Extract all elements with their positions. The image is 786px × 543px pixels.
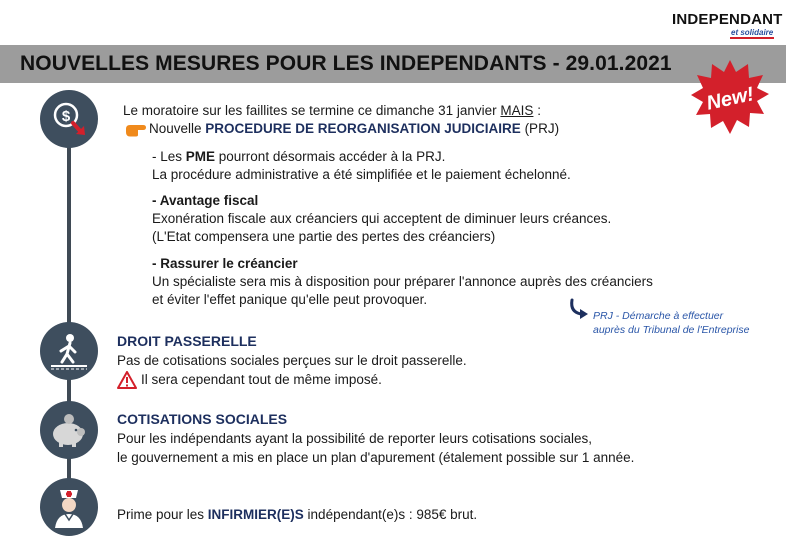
moratorium-colon: : — [533, 103, 541, 118]
pointing-hand-icon — [125, 121, 147, 142]
fiscal-line2: (L'Etat compensera une partie des pertes des créanciers) — [152, 229, 496, 244]
moratorium-line — [123, 101, 541, 120]
droit-passerelle-line2: Il sera cependant tout de même imposé. — [141, 372, 382, 387]
brand-logo-subtitle: et solidaire — [731, 28, 774, 37]
brand-logo: INDEPENDANT — [672, 11, 783, 28]
fiscal-line1: Exonération fiscale aux créanciers qui acceptent de diminuer leurs créances. — [152, 211, 612, 226]
svg-text:$: $ — [61, 108, 71, 125]
warning-icon — [117, 371, 137, 394]
pme-detail: La procédure administrative a été simplifiée et le paiement échelonné. — [152, 167, 571, 182]
nurse-icon — [40, 478, 98, 536]
money-down-icon — [40, 90, 98, 148]
curved-arrow-icon — [567, 298, 591, 327]
creancier-line2: et éviter l'effet panique qu'elle peut provoquer. — [152, 292, 428, 307]
moratorium-text: Le moratoire sur les faillites se termine ce dimanche 31 janvier — [123, 103, 501, 118]
page-title: NOUVELLES MESURES POUR LES INDEPENDANTS - 29.01.2021 — [20, 52, 672, 75]
droit-passerelle-title: DROIT PASSERELLE — [117, 333, 257, 349]
mais-text: MAIS — [500, 103, 534, 118]
prj-note-line2: auprès du Tribunal de l'Entreprise — [593, 324, 750, 336]
droit-passerelle-line1: Pas de cotisations sociales perçues sur le droit passerelle. — [117, 353, 467, 368]
fiscal-title: - Avantage fiscal — [152, 193, 259, 208]
pme-bold: PME — [185, 149, 216, 164]
cotisations-line1: Pour les indépendants ayant la possibilité de reporter leurs cotisations sociales, — [117, 431, 593, 446]
pme-prefix: - Les — [152, 149, 186, 164]
pme-suffix: pourront désormais accéder à la PRJ. — [215, 149, 446, 164]
prime-amount: indépendant(e)s : 985€ brut. — [303, 507, 478, 522]
prj-prefix: Nouvelle — [149, 121, 206, 136]
prime-prefix: Prime pour les — [117, 507, 208, 522]
walker-icon — [40, 322, 98, 380]
prj-line — [149, 119, 559, 138]
cotisations-title: COTISATIONS SOCIALES — [117, 411, 288, 427]
prj-abbrev: (PRJ) — [520, 121, 560, 136]
new-badge — [690, 58, 770, 138]
creancier-title: - Rassurer le créancier — [152, 256, 298, 271]
pme-line — [152, 147, 445, 166]
creancier-line1: Un spécialiste sera mis à disposition pour préparer l'annonce auprès des créanciers — [152, 274, 653, 289]
prj-name: PROCEDURE DE REORGANISATION JUDICIAIRE — [205, 121, 521, 136]
prime-infirmiers: INFIRMIER(E)S — [207, 507, 304, 522]
piggy-bank-icon — [40, 401, 98, 459]
prime-line — [117, 505, 477, 524]
starburst-icon — [690, 58, 770, 138]
prj-note-line1: PRJ - Démarche à effectuer — [593, 310, 724, 322]
new-badge-label: New! — [704, 83, 756, 115]
cotisations-line2: le gouvernement a mis en place un plan d'apurement (étalement possible sur 1 année. — [117, 450, 635, 465]
